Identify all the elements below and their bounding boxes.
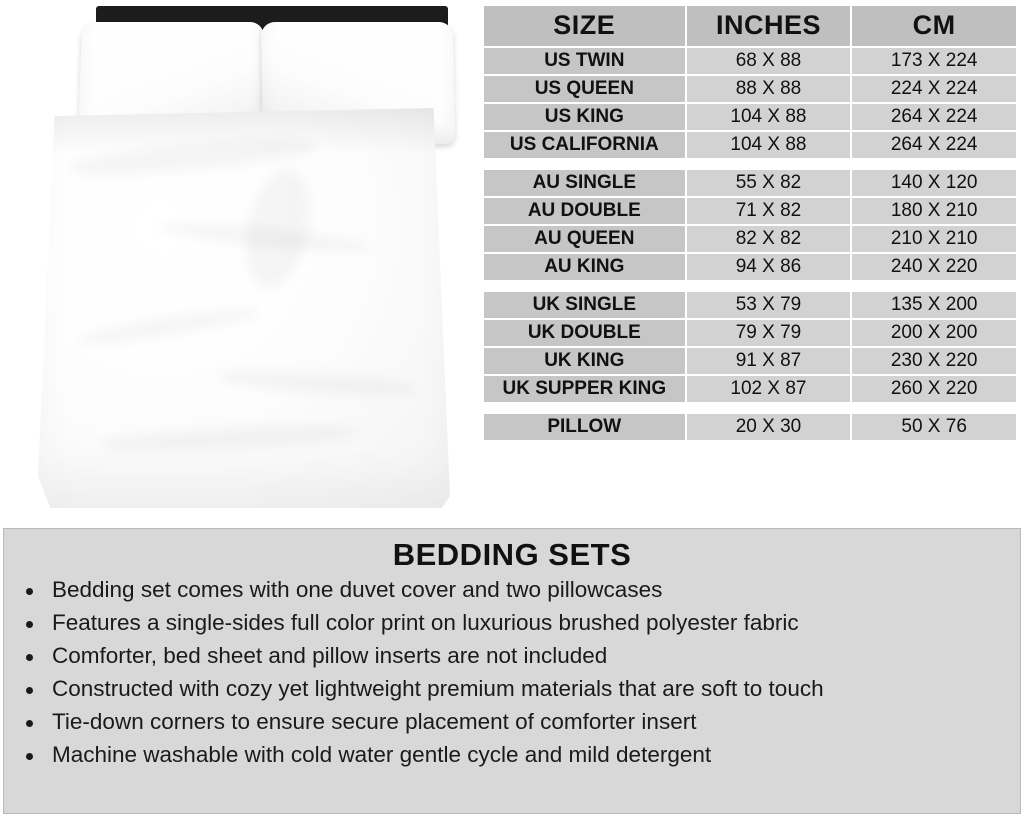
table-row xyxy=(484,198,1016,224)
size-label: AU KING xyxy=(484,254,685,280)
size-label: US CALIFORNIA xyxy=(484,132,685,158)
size-cm: 200 X 200 xyxy=(852,320,1016,346)
table-row xyxy=(484,348,1016,374)
bedding-features-list xyxy=(4,577,1020,769)
column-header-inches: INCHES xyxy=(687,6,851,46)
feature-text: Tie-down corners to ensure secure placement of comforter insert xyxy=(52,709,697,735)
size-label: UK KING xyxy=(484,348,685,374)
list-item xyxy=(18,742,1012,768)
bullet-icon xyxy=(26,654,33,661)
product-image-panel xyxy=(0,0,480,524)
size-cm: 224 X 224 xyxy=(852,76,1016,102)
column-header-cm: CM xyxy=(852,6,1016,46)
size-inches: 82 X 82 xyxy=(687,226,851,252)
table-row xyxy=(484,414,1016,440)
group-spacer xyxy=(484,282,1016,290)
duvet-fold xyxy=(78,304,258,348)
size-label: UK SINGLE xyxy=(484,292,685,318)
size-inches: 71 X 82 xyxy=(687,198,851,224)
size-cm: 135 X 200 xyxy=(852,292,1016,318)
size-cm: 264 X 224 xyxy=(852,132,1016,158)
size-label: PILLOW xyxy=(484,414,685,440)
table-row xyxy=(484,254,1016,280)
duvet-fold xyxy=(98,421,359,457)
bullet-icon xyxy=(26,621,33,628)
duvet-fold xyxy=(236,163,320,293)
table-header-row xyxy=(484,6,1016,46)
list-item xyxy=(18,610,1012,636)
size-cm: 210 X 210 xyxy=(852,226,1016,252)
table-row xyxy=(484,76,1016,102)
bedding-sets-title: BEDDING SETS xyxy=(392,537,632,572)
bullet-icon xyxy=(26,720,33,727)
table-row xyxy=(484,226,1016,252)
column-header-size: SIZE xyxy=(484,6,685,46)
size-inches: 102 X 87 xyxy=(687,376,851,402)
size-inches: 88 X 88 xyxy=(687,76,851,102)
table-row xyxy=(484,376,1016,402)
size-label: US KING xyxy=(484,104,685,130)
table-row xyxy=(484,292,1016,318)
size-cm: 50 X 76 xyxy=(852,414,1016,440)
size-inches: 104 X 88 xyxy=(687,104,851,130)
size-inches: 20 X 30 xyxy=(687,414,851,440)
size-inches: 55 X 82 xyxy=(687,170,851,196)
bullet-icon xyxy=(26,588,33,595)
feature-text: Comforter, bed sheet and pillow inserts are not included xyxy=(52,643,608,669)
table-row xyxy=(484,48,1016,74)
size-label: UK SUPPER KING xyxy=(484,376,685,402)
size-cm: 240 X 220 xyxy=(852,254,1016,280)
feature-text: Bedding set comes with one duvet cover and two pillowcases xyxy=(52,577,663,602)
list-item xyxy=(18,676,1012,702)
size-label: UK DOUBLE xyxy=(484,320,685,346)
table-row xyxy=(484,104,1016,130)
table-row xyxy=(484,132,1016,158)
duvet-fold xyxy=(218,366,419,400)
list-item xyxy=(18,577,1012,603)
size-label: US TWIN xyxy=(484,48,685,74)
size-label: AU DOUBLE xyxy=(484,198,685,224)
size-cm: 264 X 224 xyxy=(852,104,1016,130)
size-inches: 53 X 79 xyxy=(687,292,851,318)
table-row xyxy=(484,170,1016,196)
size-label: US QUEEN xyxy=(484,76,685,102)
bullet-icon xyxy=(26,687,33,694)
bullet-icon xyxy=(26,753,33,760)
feature-text: Features a single-sides full color print on luxurious brushed polyester fabric xyxy=(52,610,799,636)
size-inches: 94 X 86 xyxy=(687,254,851,280)
size-cm: 173 X 224 xyxy=(852,48,1016,74)
table-row xyxy=(484,320,1016,346)
size-inches: 104 X 88 xyxy=(687,132,851,158)
bedding-sets-panel xyxy=(3,528,1021,814)
size-cm: 230 X 220 xyxy=(852,348,1016,374)
feature-text: Constructed with cozy yet lightweight premium materials that are soft to touch xyxy=(52,676,824,702)
group-spacer xyxy=(484,160,1016,168)
size-cm: 140 X 120 xyxy=(852,170,1016,196)
size-chart-panel xyxy=(480,0,1024,524)
size-label: AU SINGLE xyxy=(484,170,685,196)
size-inches: 91 X 87 xyxy=(687,348,851,374)
duvet-cover-graphic xyxy=(38,108,450,508)
feature-text: Machine washable with cold water gentle cycle and mild detergent xyxy=(52,742,712,768)
list-item xyxy=(18,643,1012,669)
list-item xyxy=(18,709,1012,735)
size-cm: 260 X 220 xyxy=(852,376,1016,402)
size-cm: 180 X 210 xyxy=(852,198,1016,224)
bedding-product-photo xyxy=(22,4,462,520)
size-inches: 68 X 88 xyxy=(687,48,851,74)
size-chart-table xyxy=(482,4,1018,442)
size-label: AU QUEEN xyxy=(484,226,685,252)
group-spacer xyxy=(484,404,1016,412)
size-inches: 79 X 79 xyxy=(687,320,851,346)
